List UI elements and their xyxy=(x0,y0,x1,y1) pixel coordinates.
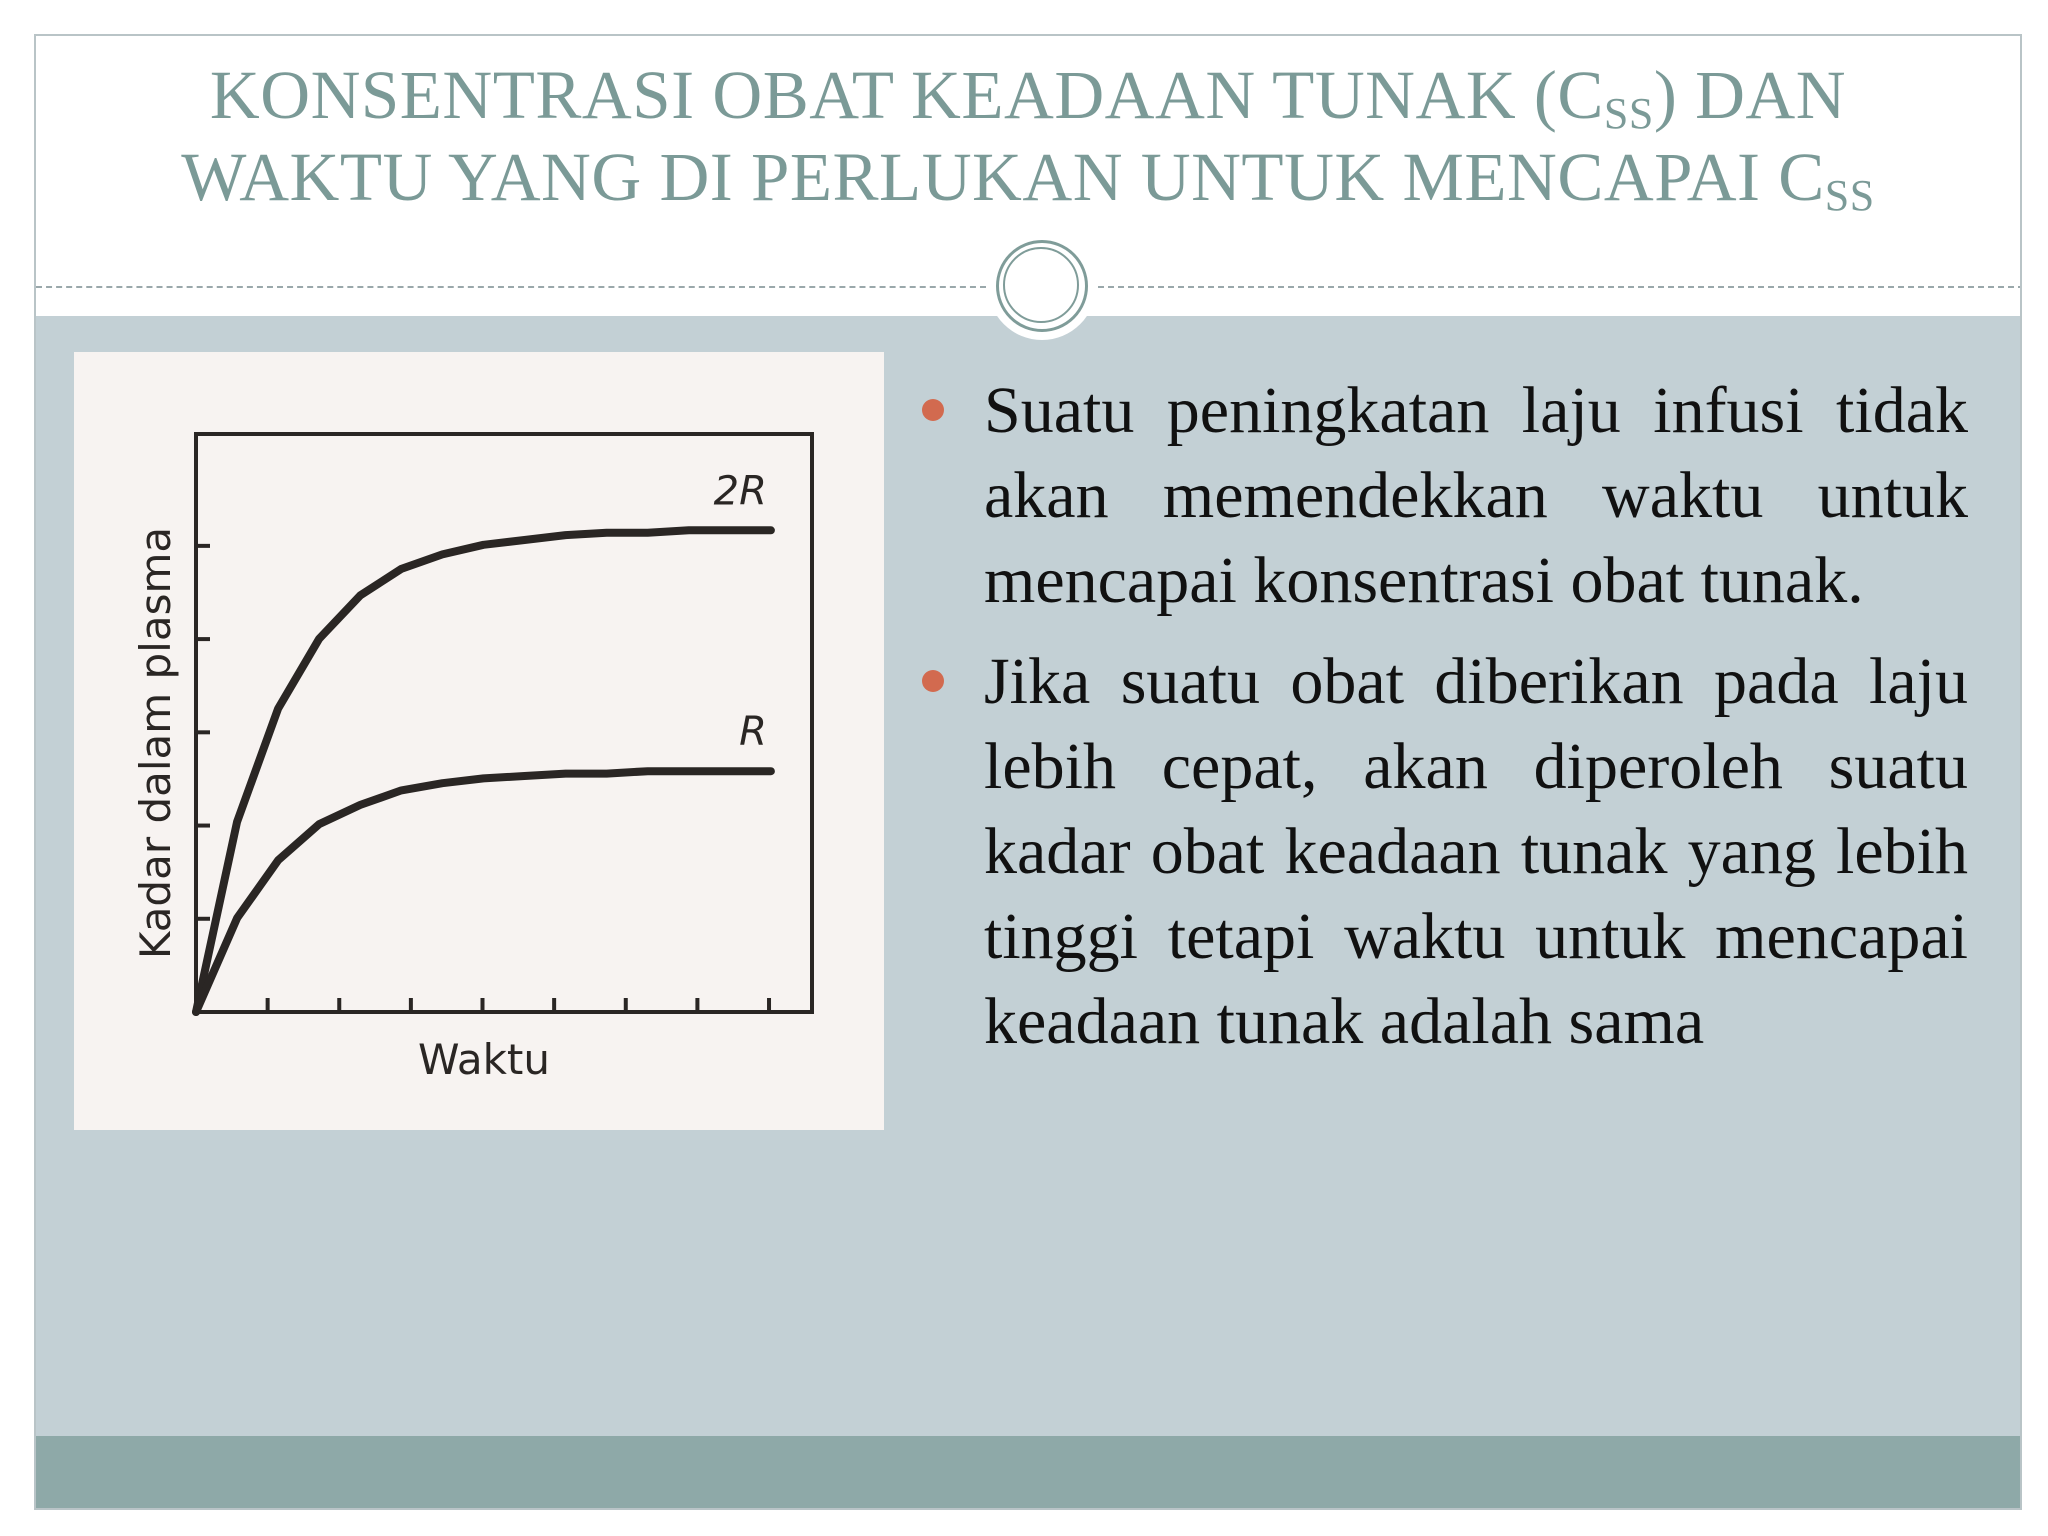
header-divider-right xyxy=(1098,286,2022,288)
slide xyxy=(34,34,2022,1510)
bullet-list xyxy=(916,368,1968,1080)
chart-figure xyxy=(74,352,884,1130)
slide-title xyxy=(36,54,2020,218)
title-line-1 xyxy=(36,54,2020,136)
chart-lines xyxy=(196,530,771,1012)
title-line-1-end: ) DAN xyxy=(1653,57,1847,133)
series-label-2r: 2R xyxy=(713,468,767,515)
title-subscript-2: SS xyxy=(1824,171,1875,220)
steady-state-chart xyxy=(74,352,884,1130)
title-line-2-text: WAKTU YANG DI PERLUKAN UNTUK MENCAPAI C xyxy=(181,139,1825,215)
title-line-2 xyxy=(36,136,2020,218)
chart-labels xyxy=(131,468,767,1084)
x-axis-label: Waktu xyxy=(418,1035,550,1084)
bullet-text-1: Suatu peningkatan laju infusi tidak akan memendekkan waktu untuk mencapai konsentrasi obat tunak. xyxy=(984,374,1968,617)
bullet-item-2 xyxy=(916,639,1968,1064)
bullet-dot-icon xyxy=(922,399,944,421)
chart-axes xyxy=(196,434,812,1012)
series-line-r xyxy=(196,771,771,1012)
bullet-dot-icon xyxy=(922,670,944,692)
title-subscript-1: SS xyxy=(1603,89,1654,138)
header-divider-left xyxy=(36,286,986,288)
circle-ornament xyxy=(988,232,1096,340)
series-label-r: R xyxy=(739,709,767,756)
plot-frame xyxy=(196,434,812,1012)
title-line-1-text: KONSENTRASI OBAT KEADAAN TUNAK (C xyxy=(209,57,1604,133)
slide-footer-bar xyxy=(36,1436,2020,1510)
bullet-text-2: Jika suatu obat diberikan pada laju lebih cepat, akan diperoleh suatu kadar obat keadaan tunak yang lebih tinggi tetapi waktu untuk mencapai keadaan tunak adalah sama xyxy=(984,645,1968,1058)
y-axis-label: Kadar dalam plasma xyxy=(131,526,180,960)
ornament-inner-ring xyxy=(1003,247,1079,323)
bullet-item-1 xyxy=(916,368,1968,623)
